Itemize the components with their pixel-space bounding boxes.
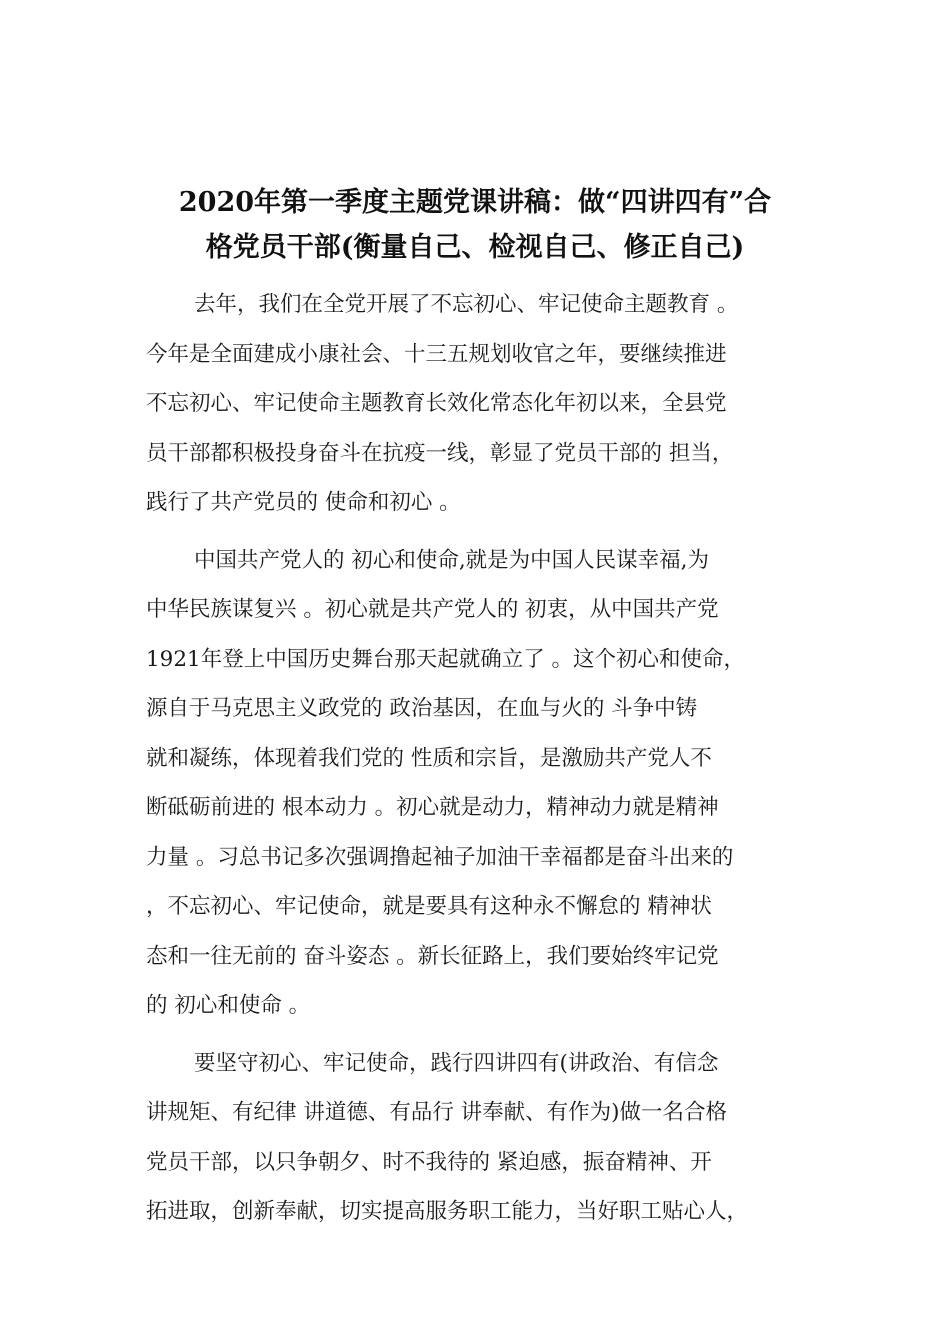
text-line: 拓进取，创新奉献，切实提高服务职工能力，当好职工贴心人， xyxy=(146,1199,749,1224)
text-line: 去年，我们在全党开展了不忘初心、牢记使命主题教育 。 xyxy=(194,292,739,317)
text-line: 中国共产党人的 初心和使命,就是为中国人民谋幸福,为 xyxy=(194,547,710,573)
text-line: 的 初心和使命 。 xyxy=(146,993,311,1018)
text-line: 不忘初心、牢记使命主题教育长效化常态化年初以来，全县党 xyxy=(146,391,727,416)
title-line: 2020年第一季度主题党课讲稿：做“四讲四有”合 xyxy=(178,187,772,218)
text-line: 断砥砺前进的 根本动力 。初心就是动力，精神动力就是精神 xyxy=(146,795,719,820)
title-line: 格党员干部(衡量自己、检视自己、修正自己) xyxy=(205,232,745,263)
text-line: 党员干部，以只争朝夕、时不我待的 紧迫感，振奋精神、开 xyxy=(146,1149,712,1175)
text-line: 中华民族谋复兴 。初心就是共产党人的 初衷，从中国共产党 xyxy=(146,597,719,622)
text-line: 1921年登上中国历史舞台那天起就确立了 。这个初心和使命， xyxy=(146,646,746,672)
document-body xyxy=(146,285,806,1242)
text-line: 员干部都积极投身奋斗在抗疫一线，彰显了党员干部的 担当， xyxy=(146,440,734,466)
paragraph xyxy=(146,285,806,533)
text-line: 践行了共产党员的 使命和初心 。 xyxy=(146,490,461,515)
document-title xyxy=(140,180,810,270)
text-line: 今年是全面建成小康社会、十三五规划收官之年，要继续推进 xyxy=(146,341,727,367)
text-line: 力量 。习总书记多次强调撸起袖子加油干幸福都是奋斗出来的 xyxy=(146,844,734,870)
paragraph xyxy=(146,541,806,1036)
text-line: 态和一往无前的 奋斗姿态 。新长征路上，我们要始终牢记党 xyxy=(146,943,719,969)
text-line: 源自于马克思主义政党的 政治基因，在血与火的 斗争中铸 xyxy=(146,696,698,721)
text-line: 就和凝练，体现着我们党的 性质和宗旨，是激励共产党人不 xyxy=(146,745,712,771)
text-line: 讲规矩、有纪律 讲道德、有品行 讲奉献、有作为)做一名合格 xyxy=(146,1100,728,1125)
paragraph xyxy=(146,1044,806,1242)
text-line: 要坚守初心、牢记使命，践行四讲四有(讲政治、有信念 xyxy=(194,1050,719,1076)
text-line: ，不忘初心、牢记使命，就是要具有这种永不懈怠的 精神状 xyxy=(146,894,712,919)
